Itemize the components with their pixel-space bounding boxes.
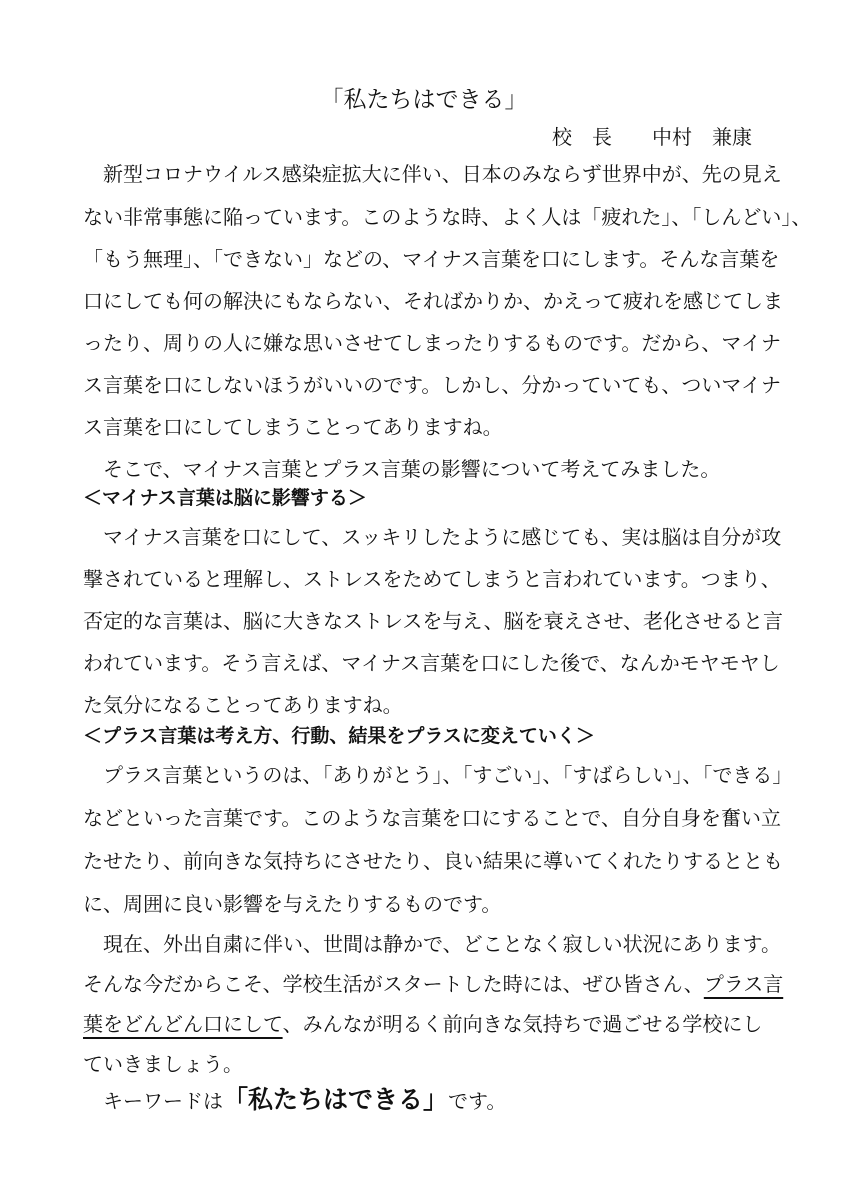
author-line: 校 長 中村 兼康: [552, 125, 752, 149]
paragraph-line: そこで、マイナス言葉とプラス言葉の影響について考えてみました。: [83, 457, 721, 481]
paragraph-line: 撃されていると理解し、ストレスをためてしまうと言われています。つまり、: [83, 567, 781, 591]
text-span: そんな今だからこそ、学校生活がスタートした時には、ぜひ皆さん、: [83, 972, 704, 996]
keyword-label: キーワードは: [83, 1089, 223, 1113]
section-heading-minus: ＜マイナス言葉は脳に影響する＞: [83, 487, 367, 509]
paragraph-line: ス言葉を口にしてしまうことってありますね。: [83, 415, 503, 439]
paragraph-line: ったり、周りの人に嫌な思いさせてしまったりするものです。だから、マイナ: [83, 331, 781, 355]
paragraph-line: ない非常事態に陥っています。このような時、よく人は「疲れた」、「しんどい」、: [83, 205, 812, 229]
paragraph-line: ス言葉を口にしないほうがいいのです。しかし、分かっていても、ついマイナ: [83, 373, 781, 397]
page-title: 「私たちはできる」: [320, 87, 528, 113]
paragraph-line: われています。そう言えば、マイナス言葉を口にした後で、なんかモヤモヤし: [83, 651, 780, 675]
keyword-suffix: です。: [448, 1089, 507, 1113]
paragraph-line: 現在、外出自粛に伴い、世間は静かで、どことなく寂しい状況にあります。: [83, 932, 781, 956]
section-heading-plus: ＜プラス言葉は考え方、行動、結果をプラスに変えていく＞: [83, 725, 595, 747]
paragraph-line: 新型コロナウイルス感染症拡大に伴い、日本のみならず世界中が、先の見え: [83, 162, 782, 186]
keyword-line: [83, 1082, 506, 1119]
paragraph-line: ていきましょう。: [83, 1052, 243, 1076]
paragraph-line: た気分になることってありますね。: [83, 693, 403, 717]
paragraph-line: 「もう無理」、「できない」などの、マイナス言葉を口にします。そんな言葉を: [83, 247, 780, 271]
paragraph-line: マイナス言葉を口にして、スッキリしたように感じても、実は脳は自分が攻: [83, 525, 782, 549]
paragraph-line: に、周囲に良い影響を与えたりするものです。: [83, 892, 502, 916]
paragraph-line: [83, 966, 783, 1002]
text-span: 、みんなが明るく前向きな気持ちで過ごせる学校にし: [282, 1012, 763, 1036]
paragraph-line: プラス言葉というのは、「ありがとう」、「すごい」、「すばらしい」、「できる」: [83, 763, 793, 787]
paragraph-line: 否定的な言葉は、脳に大きなストレスを与え、脳を衰えさせ、老化させると言: [83, 609, 783, 633]
underlined-text: 葉をどんどん口にして: [83, 1012, 283, 1036]
keyword-emphasis: 「私たちはできる」: [223, 1085, 449, 1114]
paragraph-line: 口にしても何の解決にもならない、そればかりか、かえって疲れを感じてしま: [83, 289, 783, 313]
paragraph-line: などといった言葉です。このような言葉を口にすることで、自分自身を奮い立: [83, 806, 781, 830]
paragraph-line: たせたり、前向きな気持ちにさせたり、良い結果に導いてくれたりするととも: [83, 849, 783, 873]
underlined-text: プラス言: [703, 972, 784, 996]
paragraph-line: [83, 1006, 762, 1042]
